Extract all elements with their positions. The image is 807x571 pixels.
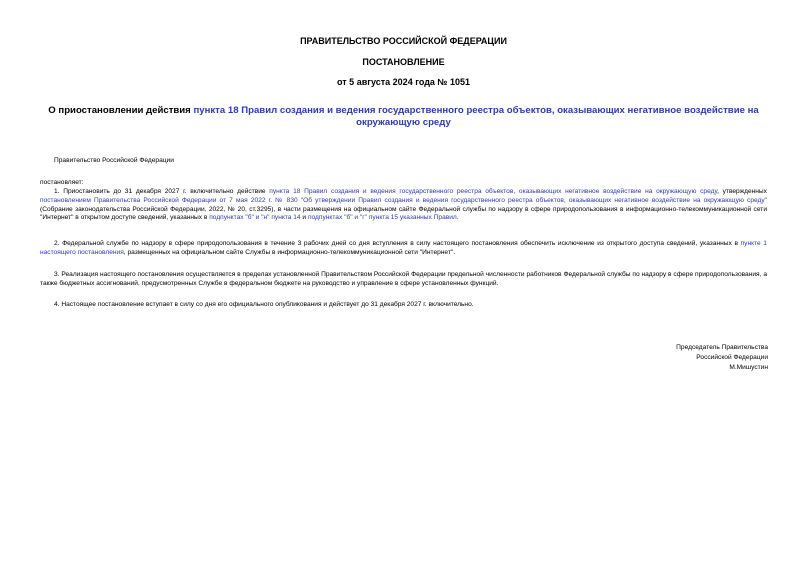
p1-text-1: 1. Приостановить до 31 декабря 2027 г. включительно действие (54, 188, 270, 195)
resolves-text: постановляет: (40, 179, 84, 186)
government-heading: ПРАВИТЕЛЬСТВО РОССИЙСКОЙ ФЕДЕРАЦИИ (300, 36, 507, 46)
paragraph-4: 4. Настоящее постановление вступает в силу со дня его официального опубликования и действует до 31 декабря 2027 г. включительно. (54, 301, 474, 308)
signature-position: Председатель Правительства (676, 344, 768, 351)
p1-text-4: и (300, 214, 308, 222)
p1-link-rule-18[interactable]: пункта 18 Правил создания и ведения государственного реестра объектов, оказывающих негативное воздействие на окружающую среду (269, 188, 718, 195)
document-title (40, 105, 767, 129)
title-prefix: О приостановлении действия (48, 105, 194, 116)
document-type-heading: ПОСТАНОВЛЕНИЕ (362, 57, 445, 67)
title-link[interactable]: пункта 18 Правил создания и ведения государственного реестра объектов, оказывающих негативное воздействие на окружающую среду (193, 105, 759, 128)
p2-link-item-1[interactable]: пункте 1 настоящего постановления (40, 240, 767, 256)
p1-link-decree-830[interactable]: постановлением Правительства Российской Федерации от 7 мая 2022 г. № 830 "Об утверждении Правил создания и ведения государственного реестра объектов, оказывающих негативное воздействие на окружающую среду" (40, 196, 767, 204)
paragraph-2 (40, 240, 767, 258)
p1-text-2: , утвержденных (717, 188, 767, 195)
p1-link-item-14[interactable]: подпунктах "б" и "н" пункта 14 (209, 214, 301, 222)
signature-block (568, 343, 768, 374)
p1-text-3: (Собрание законодательства Российской Федерации, 2022, № 20, ст.3295), в части размещения на официальном сайте Федеральной службы по надзору в сфере природопользования в информационно-телекоммуникационной сети "Интернет" в открытом доступе сведений, указанных в (40, 205, 767, 222)
p1-link-item-15[interactable]: подпунктах "б" и "г" пункта 15 указанных Правил (307, 214, 457, 222)
date-number-heading: от 5 августа 2024 года № 1051 (337, 77, 470, 87)
p1-text-5: . (456, 214, 459, 222)
paragraph-3: 3. Реализация настоящего постановления осуществляется в пределах установленной Правительством Российской Федерации предельной численности работников Федеральной службы по надзору в сфере природопользования, а также бюджетных ассигнований, предусмотренных Службе в федеральном бюджете на руководство и управление в сфере установленных функций. (40, 271, 767, 287)
signature-org: Российской Федерации (696, 354, 768, 362)
p2-text-2: , размещенных на официальном сайте Службы в информационно-телекоммуникационной сети "Интернет". (123, 248, 456, 256)
authority-text: Правительство Российской Федерации (54, 157, 174, 164)
signature-name: М.Мишустин (729, 364, 768, 372)
p2-text-1: 2. Федеральной службе по надзору в сфере природопользования в течение 3 рабочих дней со дня вступления в силу настоящего постановления обеспечить исключение из открытого доступа сведений, указанных в (54, 240, 741, 247)
paragraph-1 (40, 188, 767, 223)
